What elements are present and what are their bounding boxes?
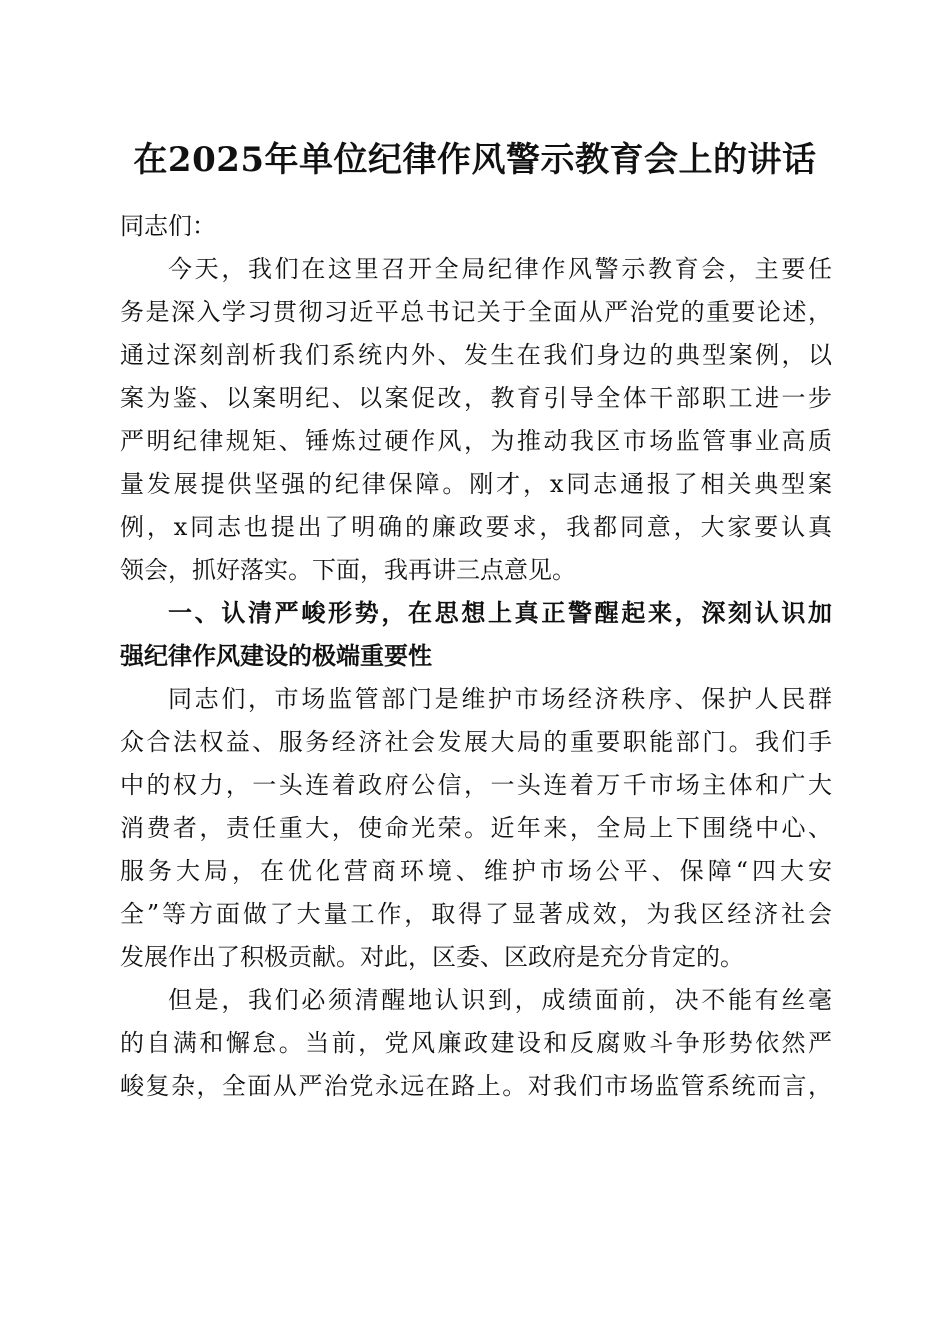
- paragraph-line: 消费者，责任重大，使命光荣。近年来，全局上下围绕中心、: [120, 814, 832, 842]
- paragraph-line: 峻复杂，全面从严治党永远在路上。对我们市场监管系统而言，: [120, 1072, 832, 1100]
- paragraph-line: 众合法权益、服务经济社会发展大局的重要职能部门。我们手: [120, 728, 832, 756]
- salutation-line: 同志们：: [120, 212, 216, 240]
- paragraph-line: 发展作出了积极贡献。对此，区委、区政府是充分肯定的。: [120, 943, 744, 971]
- section-heading-1: [120, 592, 832, 678]
- paragraph-line: 同志们，市场监管部门是维护市场经济秩序、保护人民群: [168, 685, 832, 713]
- paragraph-line: 中的权力，一头连着政府公信，一头连着万千市场主体和广大: [120, 771, 832, 799]
- paragraph-line: 服务大局，在优化营商环境、维护市场公平、保障“四大安: [120, 857, 832, 885]
- paragraph-line: 严明纪律规矩、锤炼过硬作风，为推动我区市场监管事业高质: [120, 427, 832, 455]
- paragraph-line: 领会，抓好落实。下面，我再讲三点意见。: [120, 556, 576, 584]
- paragraph-line: 务是深入学习贯彻习近平总书记关于全面从严治党的重要论述，: [120, 298, 832, 326]
- document-title: 在2025年单位纪律作风警示教育会上的讲话: [133, 140, 817, 180]
- document-body: [120, 205, 832, 1108]
- paragraph-line: 通过深刻剖析我们系统内外、发生在我们身边的典型案例，以: [120, 341, 832, 369]
- paragraph-warning: [120, 979, 832, 1108]
- paragraph-line: 的自满和懈怠。当前，党风廉政建设和反腐败斗争形势依然严: [120, 1029, 832, 1057]
- paragraph-opening: [120, 248, 832, 592]
- paragraph-line: 案为鉴、以案明纪、以案促改，教育引导全体干部职工进一步: [120, 384, 832, 412]
- paragraph-line: 全”等方面做了大量工作，取得了显著成效，为我区经济社会: [120, 900, 832, 928]
- heading-line: 一、认清严峻形势，在思想上真正警醒起来，深刻认识加: [168, 599, 832, 627]
- heading-line: 强纪律作风建设的极端重要性: [120, 642, 432, 670]
- paragraph-line: 但是，我们必须清醒地认识到，成绩面前，决不能有丝毫: [168, 986, 832, 1014]
- paragraph-line: 量发展提供坚强的纪律保障。刚才，x同志通报了相关典型案: [120, 470, 832, 498]
- salutation: [120, 205, 832, 248]
- paragraph-market-supervision: [120, 678, 832, 979]
- paragraph-line: 今天，我们在这里召开全局纪律作风警示教育会，主要任: [168, 255, 832, 283]
- paragraph-line: 例，x同志也提出了明确的廉政要求，我都同意，大家要认真: [120, 513, 832, 541]
